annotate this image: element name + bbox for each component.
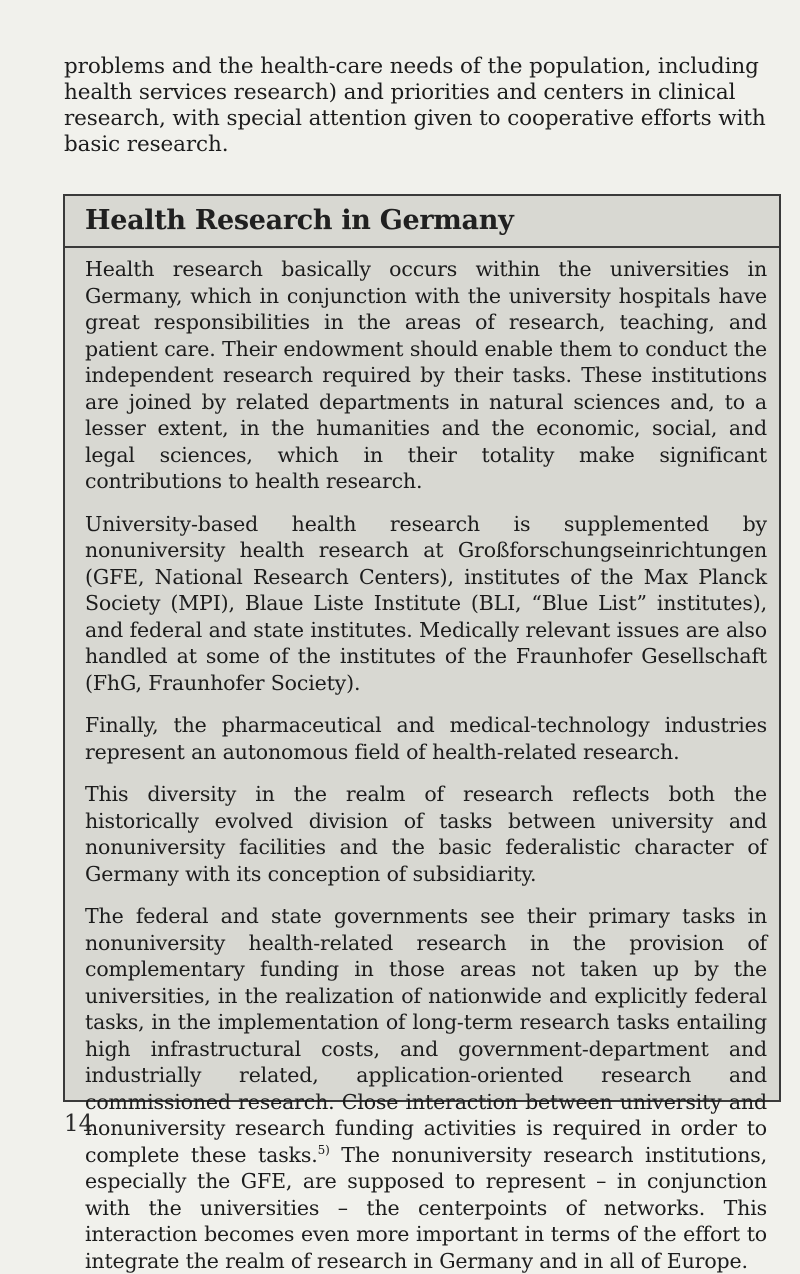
paragraph-5-text-end: The nonuniversity research institutions, especially the GFE, are supposed to represent – in conjunction with the universities – the centerpoints of networks. This interaction becomes even more important in terms of the effort to integrate the realm of research in Germany and in all of Europe. (85, 1142, 767, 1273)
box-title: Health Research in Germany (85, 205, 514, 236)
paragraph-5-text-start: The federal and state governments see their primary tasks in nonuniversity health-related research in the provision of complementary funding in those areas not taken up by the universities, in the realization of nationwide and explicitly federal tasks, in the implementation of long-term research tasks entailing high infrastructural costs, and government-department and industrially related, application-oriented research and commissioned research. Close interaction between university and nonuniversity research funding activities is required in order to complete these tasks. (85, 904, 767, 1167)
box-paragraph-3: Finally, the pharmaceutical and medical-technology industries represent an autonomous field of health-related research. (85, 713, 767, 764)
box-paragraph-2: University-based health research is supplemented by nonuniversity health research at Großforschungseinrichtungen (GFE, National Research Centers), institutes of the Max Planck Society (MPI), Blaue Liste Institute (BLI, “Blue List” institutes), and federal and state institutes. Medically relevant issues are also handled at some of the institutes of the Fraunhofer Gesellschaft (FhG, Fraunhofer Society). (85, 511, 767, 695)
page-number: 14 (64, 1111, 94, 1137)
box-body (85, 256, 767, 1274)
box-paragraph-4: This diversity in the realm of research reflects both the historically evolved division of tasks between university and nonuniversity facilities and the basic federalistic character of Germany with its conception of subsidiarity. (85, 782, 767, 886)
box-paragraph-5 (85, 903, 767, 1274)
footnote-reference: 5) (317, 1142, 330, 1157)
box-paragraph-1: Health research basically occurs within the universities in Germany, which in conjunction with the university hospitals have great responsibilities in the areas of research, teaching, and patient care. Their endowment should enable them to conduct the independent research required by their tasks. These institutions are joined by related departments in natural sciences and, to a lesser extent, in the humanities and the economic, social, and legal sciences, which in their totality make significant contributions to health research. (85, 257, 767, 493)
box-header (65, 196, 779, 248)
intro-paragraph: problems and the health-care needs of the population, including health services research) and priorities and centers in clinical research, with special attention given to cooperative efforts with basic research. (64, 54, 766, 157)
